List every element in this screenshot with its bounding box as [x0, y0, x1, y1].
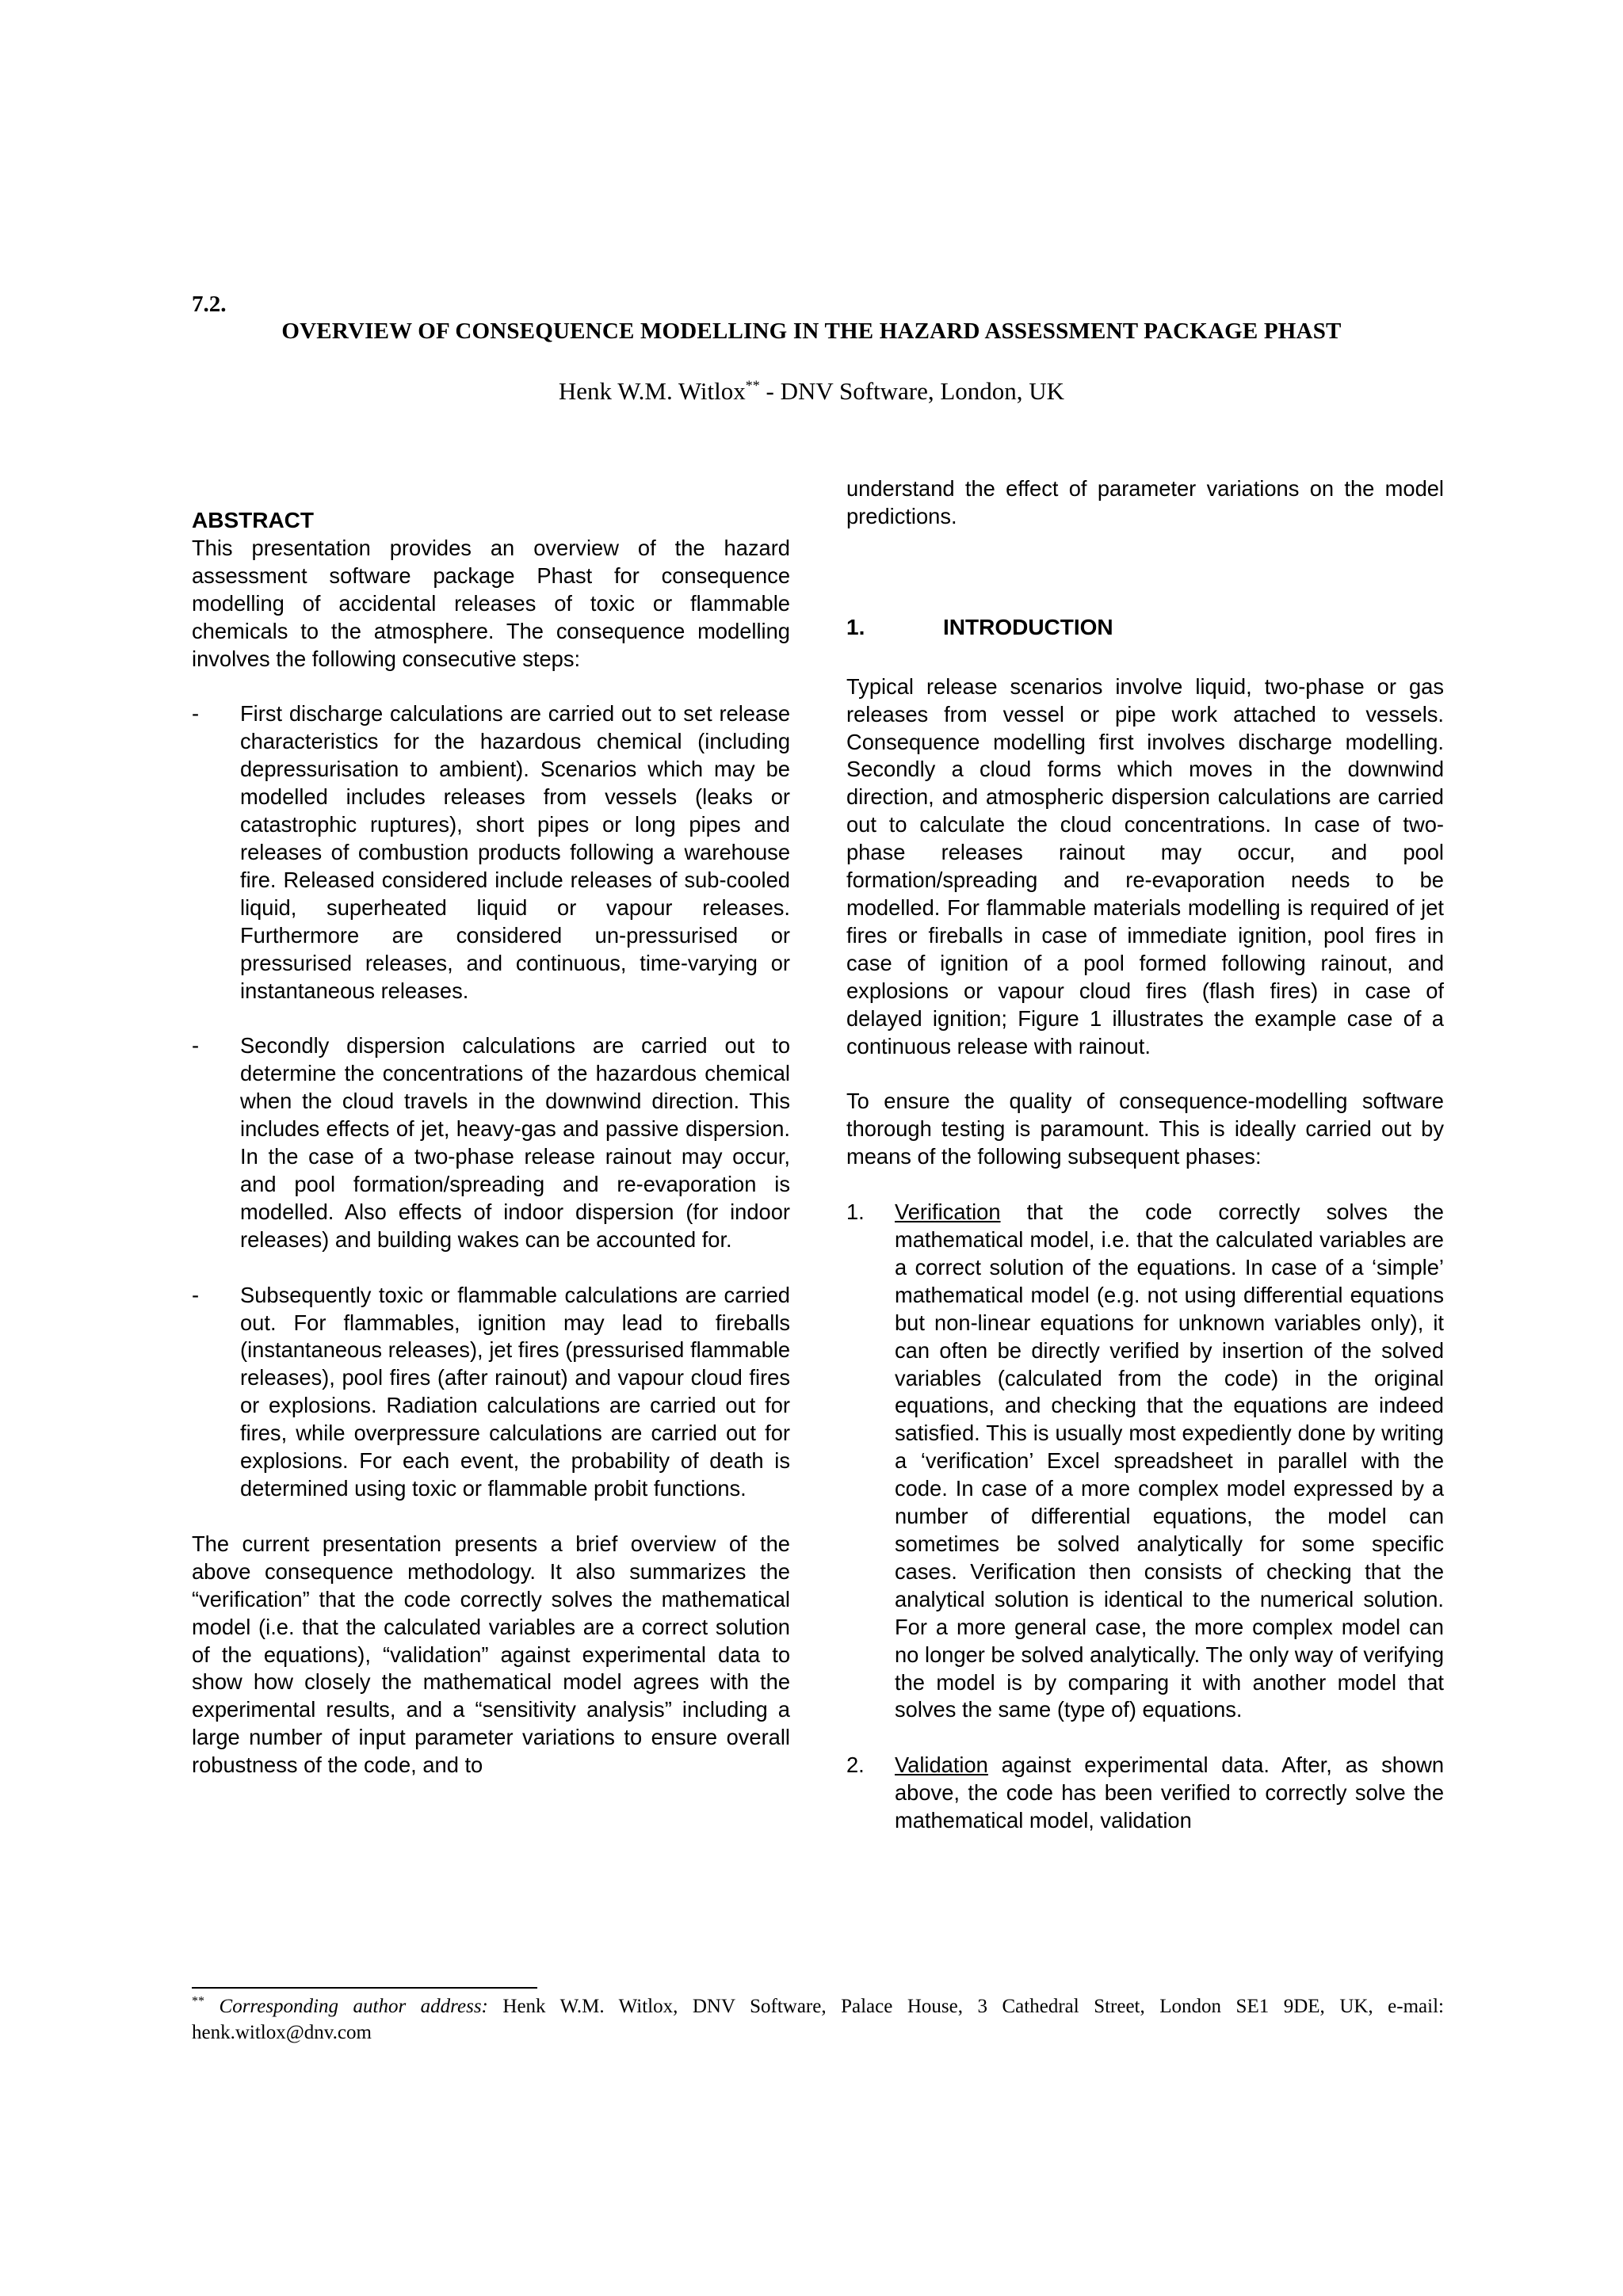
bullet-mark: -: [192, 1282, 200, 1307]
abstract-bullet: [192, 1032, 790, 1253]
bullet-mark: -: [192, 701, 200, 727]
introduction-title: INTRODUCTION: [943, 614, 1113, 639]
author-name: Henk W.M. Witlox: [558, 377, 746, 405]
author-affiliation: - DNV Software, London, UK: [759, 377, 1065, 405]
item-term: Verification: [895, 1199, 1001, 1225]
abstract-bullet: [192, 700, 790, 1005]
item-text: that the code correctly solves the mathematical model, i.e. that the calculated variables are a correct solution of the equations. In case of a ‘simple’ mathematical model (e.g. not using differential equations but non-linear equations for unknown variables only), it can often be directly verified by insertion of the solved variables (calculated from the code) in the original equations, and checking that the equations are indeed satisfied. This is usually most expediently done by writing a ‘verification’ Excel spreadsheet in parallel with the code. In case of a more complex model expressed by a number of differential equations, the model can sometimes be solved analytically for some specific cases. Verification then consists of checking that the analytical solution is identical to the numerical solution. For a more general case, the more complex model can no longer be solved analytically. The only way of verifying the model is by comparing it with another model that solves the same (type of) equations.: [895, 1199, 1444, 1722]
bullet-text: First discharge calculations are carried out to set release characteristics for the hazardous chemical (including depressurisation to ambient). Scenarios which may be modelled includes releases from vessels (leaks or catastrophic ruptures), short pipes or long pipes and releases of combustion products following a warehouse fire. Released considered include releases of sub-cooled liquid, superheated liquid or vapour releases. Furthermore are considered un-pressurised or pressurised releases, and continuous, time-varying or instantaneous releases.: [240, 701, 790, 1003]
numbered-item: [846, 1199, 1444, 1724]
bullet-text: Secondly dispersion calculations are carried out to determine the concentrations of the hazardous chemical when the cloud travels in the downwind direction. This includes effects of jet, heavy-gas and passive dispersion. In the case of a two-phase release rainout may occur, and pool formation/spreading and re-evaporation is modelled. Also effects of indoor dispersion (for indoor releases) and building wakes can be accounted for.: [240, 1033, 790, 1252]
author-footnote-mark: **: [745, 377, 760, 394]
item-text: against experimental data. After, as shown above, the code has been verified to correctly solve the mathematical model, validation: [895, 1753, 1444, 1833]
right-column: [846, 475, 1444, 1835]
introduction-heading: [846, 614, 1444, 642]
introduction-paragraph: Typical release scenarios involve liquid, two-phase or gas releases from vessel or pipe work attached to vessels. Consequence modelling first involves discharge modelling. Secondly a cloud forms which moves in the downwind direction, and atmospheric dispersion calculations are carried out to calculate the cloud concentrations. In case of two-phase releases rainout may occur, and pool formation/spreading and re-evaporation needs to be modelled. For flammable materials modelling is required of jet fires or fireballs in case of immediate ignition, pool fires in case of ignition of a pool formed following rainout, and explosions or vapour cloud fires (flash fires) in case of delayed ignition; Figure 1 illustrates the example case of a continuous release with rainout.: [846, 673, 1444, 1058]
abstract-heading: ABSTRACT: [192, 508, 314, 532]
bullet-text: Subsequently toxic or flammable calculations are carried out. For flammables, ignition may lead to fireballs (instantaneous releases), jet fires (pressurised flammable releases), pool fires (after rainout) and vapour cloud fires or explosions. Radiation calculations are carried out for fires, while overpressure calculations are carried out for explosions. For each event, the probability of death is determined using toxic or flammable probit functions.: [240, 1282, 790, 1501]
author-line: [0, 377, 1623, 406]
introduction-number: 1.: [846, 614, 865, 639]
footnote-text: Henk W.M. Witlox, DNV Software, Palace House, 3 Cathedral Street, London SE1 9DE, UK, e-mail: henk.witlox@dnv.com: [192, 1996, 1444, 2043]
abstract-bullet: [192, 1282, 790, 1503]
item-term: Validation: [895, 1753, 988, 1778]
footnote: [192, 1993, 1444, 2046]
numbered-item: [846, 1752, 1444, 1835]
item-number: 1.: [846, 1199, 865, 1225]
introduction-paragraph: To ensure the quality of consequence-modelling software thorough testing is paramount. This is ideally carried out by means of the following subsequent phases:: [846, 1089, 1444, 1169]
abstract-intro: This presentation provides an overview of the hazard assessment software package Phast for consequence modelling of accidental releases of toxic or flammable chemicals to the atmosphere. The consequence modelling involves the following consecutive steps:: [192, 535, 790, 671]
footnote-mark: **: [192, 1994, 204, 2008]
footnote-label: Corresponding author address:: [219, 1996, 488, 2017]
left-column: [192, 507, 790, 1779]
item-number: 2.: [846, 1753, 865, 1778]
bullet-mark: -: [192, 1033, 200, 1058]
footnote-rule: [192, 1987, 537, 1989]
abstract-closing-continued: understand the effect of parameter variations on the model predictions.: [846, 476, 1444, 528]
section-number: 7.2.: [192, 292, 227, 317]
paper-title: OVERVIEW OF CONSEQUENCE MODELLING IN THE HAZARD ASSESSMENT PACKAGE PHAST: [281, 318, 1342, 344]
abstract-closing: The current presentation presents a brief overview of the above consequence methodology. It also summarizes the “verification” that the code correctly solves the mathematical model (i.e. that the calculated variables are a correct solution of the equations), “validation” against experimental data to show how closely the mathematical model agrees with the experimental results, and a “sensitivity analysis” including a large number of input parameter variations to ensure overall robustness of the code, and to: [192, 1531, 790, 1778]
